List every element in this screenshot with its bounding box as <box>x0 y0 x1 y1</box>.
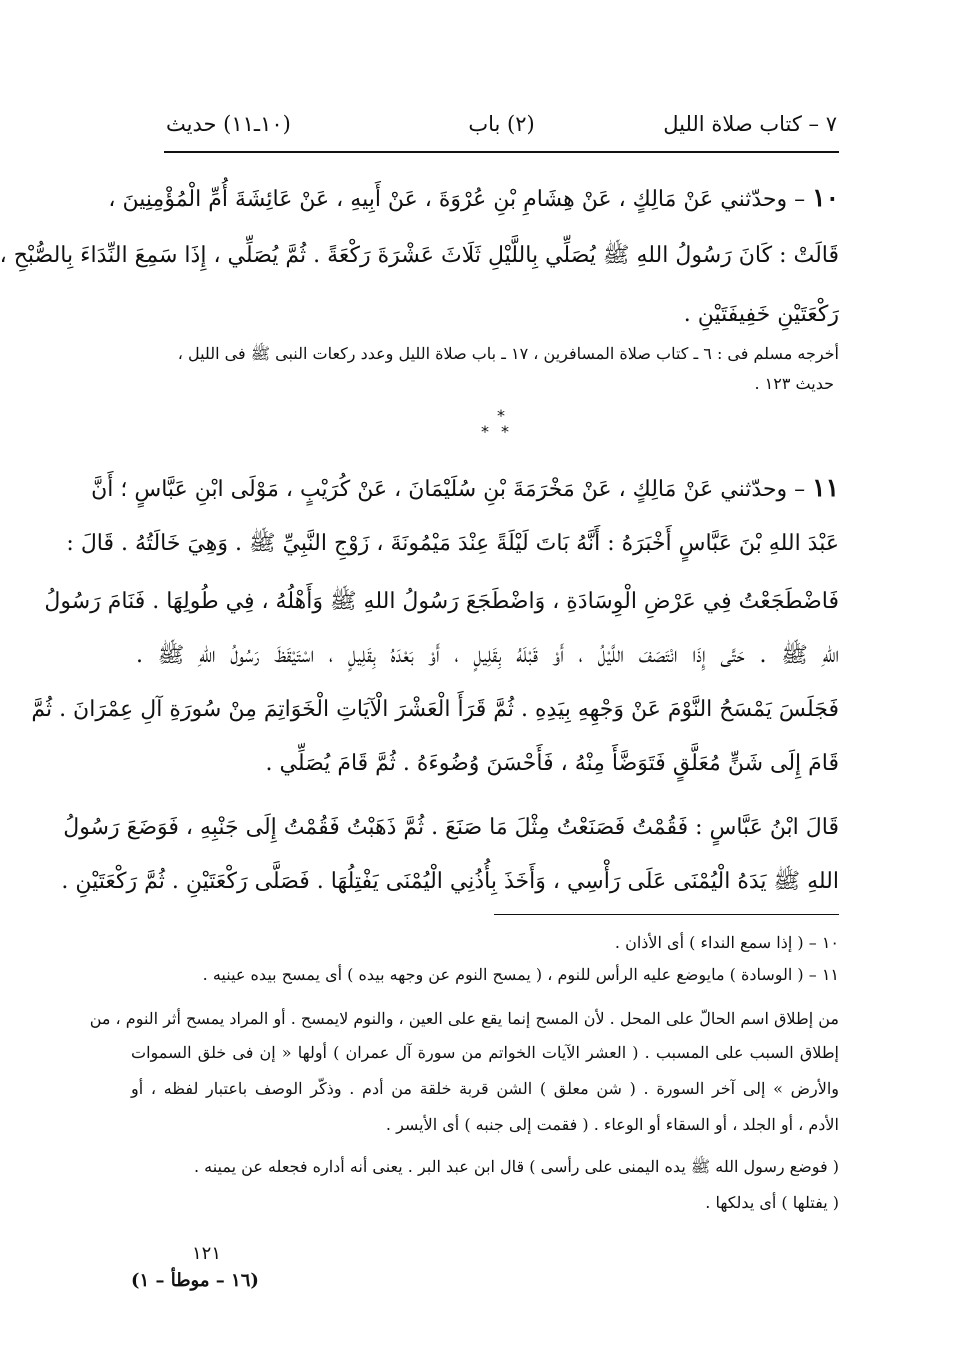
footnote-11-line5: الأدم ، أو الجلد ، أو السقاء أو الوعاء . ( فقمت إلى جنبه ) أى الأيسر . <box>385 1115 839 1134</box>
hadith11-line1 <box>91 466 839 512</box>
hadith10-line3: رَكْعَتَيْنِ خَفِيفَتَيْنِ . <box>683 302 839 327</box>
star-top: * <box>497 406 505 425</box>
section-separator-stars <box>471 408 531 444</box>
running-header <box>166 112 837 146</box>
hadith11-line8: اللهِ ﷺ يَدَهُ الْيُمْنَى عَلَى رَأْسِي ، وَأَخَذَ بِأُذُنِي الْيُمْنَى يَفْتِلُهَا . فَصَلَّى رَكْعَتَيْنِ . ثُمَّ رَكْعَتَيْنِ . <box>61 869 839 894</box>
header-chapter: (٢) باب <box>468 112 535 136</box>
hadith11-line2: عَبْدَ اللهِ بْنَ عَبَّاسٍ أَخْبَرَهُ : أَنَّهُ بَاتَ لَيْلَةً عِنْدَ مَيْمُونَةَ ، زَوْجِ النَّبِيِّ ﷺ . وَهِيَ خَالَتُهُ . قَالَ : <box>66 531 839 556</box>
hadith10-line2: قَالَتْ : كَانَ رَسُولُ اللهِ ﷺ يُصَلِّي بِاللَّيْلِ ثَلَاثَ عَشْرَةَ رَكْعَةً . ثُمَّ يُصَلِّي ، إِذَا سَمِعَ النِّدَاءَ بِالصُّبْحِ ، <box>0 243 839 268</box>
hadith11-line4: اللهِ ﷺ . حَتَّى إِذَا انْتَصَفَ اللَّيْلُ ، أَوْ قَبْلَهُ بِقَلِيلٍ ، أَوْ بَعْدَهُ بِقَلِيلٍ ، اسْتَيْقَظَ رَسُولُ اللهِ ﷺ . <box>136 643 839 668</box>
hadith11-number: ١١ <box>812 473 839 502</box>
hadith10-source-line2: حديث ١٢٣ . <box>754 374 834 393</box>
hadith10-line1-text: – وحدّثني عَنْ مَالِكٍ ، عَنْ هِشَامِ بْنِ عُرْوَةَ ، عَنْ أَبِيهِ ، عَنْ عَائِشَةَ أُمِّ الْمُؤْمِنِينَ ، <box>108 187 806 212</box>
header-rule <box>164 151 839 153</box>
footnote-10: ١٠ – ( إذا سمع النداء ) أى الأذان . <box>614 933 839 952</box>
footnote-11-line1: ١١ – ( الوسادة ) مايوضع عليه الرأس للنوم ، ( يمسح النوم عن وجهه بيده ) أى يمسح بيده عينيه . <box>202 965 839 984</box>
hadith10-source-line1: أخرجه مسلم فى : ٦ ـ كتاب صلاة المسافرين ، ١٧ ـ باب صلاة الليل وعدد ركعات النبى ﷺ فى الليل ، <box>177 344 839 363</box>
header-book-title: ٧ – كتاب صلاة الليل <box>663 112 837 136</box>
hadith11-line7: قَالَ ابْنُ عَبَّاسٍ : فَقُمْتُ فَصَنَعْتُ مِثْلَ مَا صَنَعَ . ثُمَّ ذَهَبْتُ فَقُمْتُ إِلَى جَنْبِهِ ، فَوَضَعَ رَسُولُ <box>63 815 839 840</box>
printer-signature: (١٦ – موطأ – ١) <box>131 1270 259 1291</box>
page-number: ١٢١ <box>192 1243 222 1264</box>
footnote-11-line6: ( فوضع رسول الله ﷺ يده اليمنى على رأسى ) قال ابن عبد البر . يعنى أنه أداره فجعله عن يمينه . <box>193 1157 839 1176</box>
hadith11-line5: فَجَلَسَ يَمْسَحُ النَّوْمَ عَنْ وَجْهِهِ بِيَدِهِ . ثُمَّ قَرَأَ الْعَشْرَ الْآيَاتِ الْخَوَاتِمَ مِنْ سُورَةِ آلِ عِمْرَانَ . ثُمَّ <box>31 697 839 722</box>
footnote-11-line7: ( يفتلها ) أى يدلكها . <box>705 1193 839 1212</box>
footnote-11-line2: من إطلاق اسم الحالّ على المحل . لأن المسح إنما يقع على العين ، والنوم لايمسح . أو المراد يمسح أثر النوم ، من <box>89 1009 839 1028</box>
footnote-11-line3: إطلاق السبب على المسبب . ( العشر الآيات الخواتم من سورة آل عمران ) أولها « إن فى خلق السموات <box>131 1043 839 1062</box>
footnote-11-line4: والأرض » إلى آخر السورة . ( شن معلق ) الشن قربة خلقة من أدم . وذكّر الوصف باعتبار لفظه ، أو <box>131 1079 839 1098</box>
hadith11-line3: فَاضْطَجَعْتُ فِي عَرْضِ الْوِسَادَةِ ، وَاضْطَجَعَ رَسُولُ اللهِ ﷺ وَأَهْلُهُ ، فِي طُولِهَا . فَنَامَ رَسُولُ <box>44 589 839 614</box>
hadith10-line1 <box>108 176 839 222</box>
hadith10-number: ١٠ <box>812 183 839 212</box>
hadith11-line1-text: – وحدّثني عَنْ مَالِكٍ ، عَنْ مَخْرَمَةَ بْنِ سُلَيْمَانَ ، عَنْ كُرَيْبٍ ، مَوْلَى ابْنِ عَبَّاسٍ ؛ أَنَّ <box>91 477 806 502</box>
header-hadith-range: (١٠ـ١١) حديث <box>166 112 291 136</box>
hadith11-line6: قَامَ إِلَى شَنٍّ مُعَلَّقٍ فَتَوَضَّأَ مِنْهُ ، فَأَحْسَنَ وُضُوءَهُ . ثُمَّ قَامَ يُصَلِّي . <box>265 751 839 776</box>
footnote-rule <box>494 914 839 915</box>
stars-bottom: ** <box>481 422 521 441</box>
